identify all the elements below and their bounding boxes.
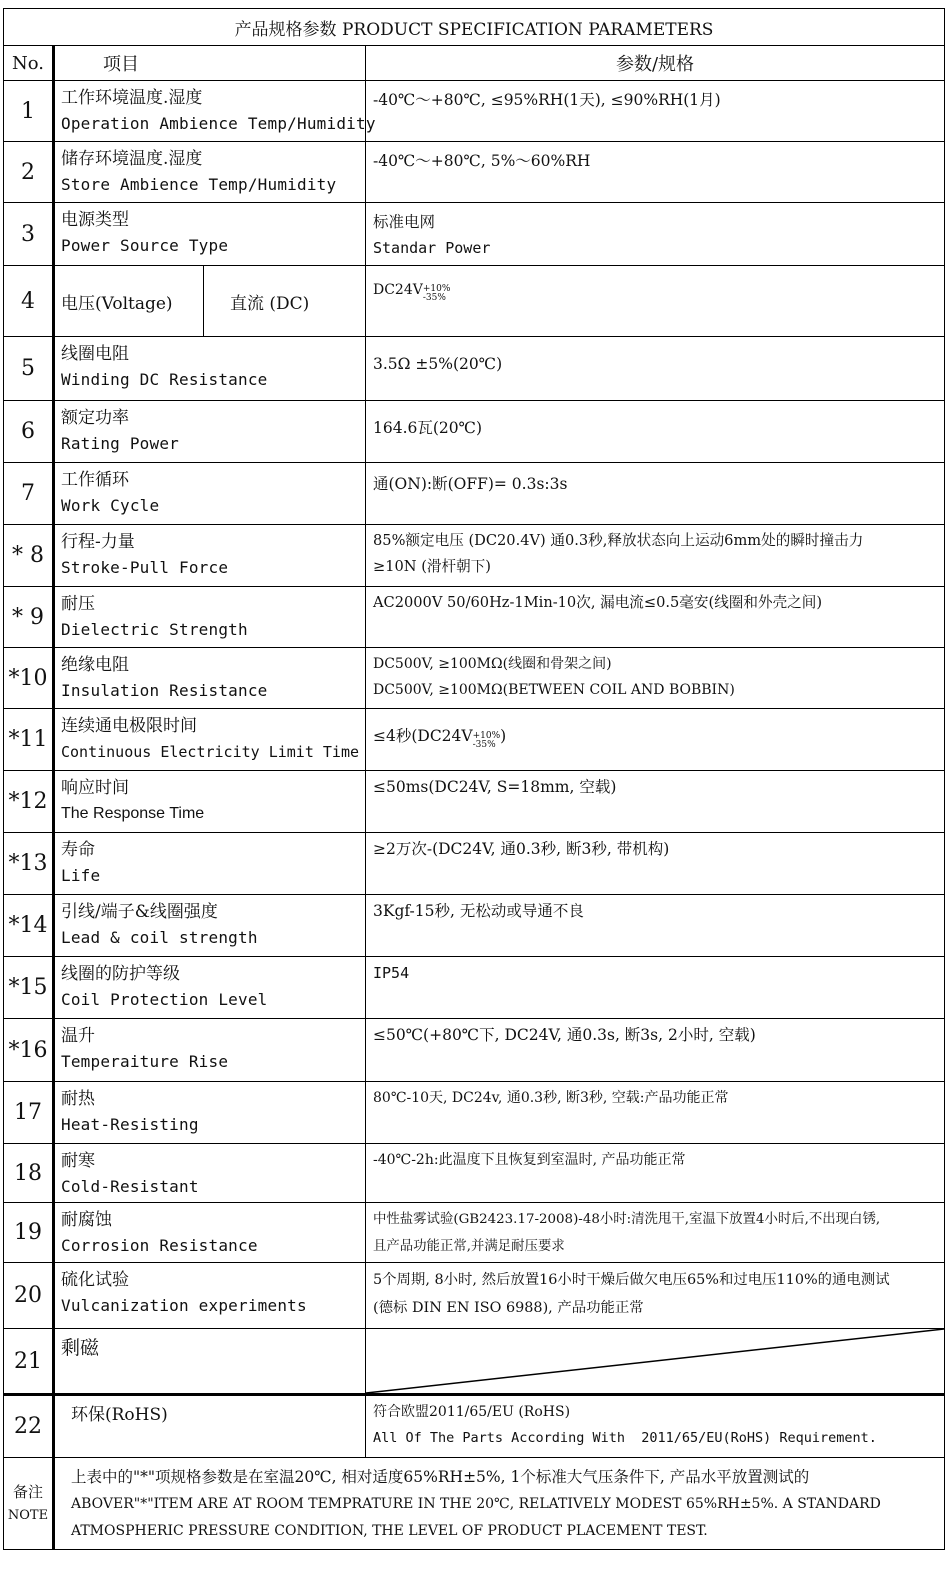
item-cell (54, 463, 366, 525)
note-line: ATMOSPHERIC PRESSURE CONDITION, THE LEVEL OF PRODUCT PLACEMENT TEST. (71, 1523, 708, 1539)
value-line: IP54 (373, 964, 410, 982)
value-line: ≤4秒(DC24V (373, 727, 473, 745)
row-number: *16 (4, 1019, 54, 1082)
row-number: *14 (4, 895, 54, 957)
value-cell (366, 957, 945, 1019)
value-line: DC24V (373, 282, 423, 298)
value-cell (366, 1395, 945, 1458)
table-row (4, 1329, 945, 1395)
value-line: 3.5Ω ±5%(20℃) (373, 355, 503, 373)
value-tail: ) (500, 727, 507, 745)
table-row (4, 1019, 945, 1082)
item-cell (54, 1263, 366, 1329)
note-line: ABOVER"*"ITEM ARE AT ROOM TEMPRATURE IN THE 20℃, RELATIVELY MODEST 65%RH±5%. A STANDARD (71, 1496, 881, 1512)
value-line: ≥10N (滑杆朝下) (373, 558, 491, 575)
item-cell (54, 81, 376, 142)
value-line: DC500V, ≥100MΩ(线圈和骨架之间) (373, 656, 612, 672)
item-cn: 行程-力量 (61, 532, 135, 552)
header-value: 参数/规格 (366, 46, 945, 81)
table-row (4, 203, 945, 266)
item-cell (54, 525, 366, 587)
item-en: Stroke-Pull Force (61, 558, 229, 577)
item-cn: 温升 (61, 1026, 95, 1046)
row-number: *13 (4, 833, 54, 895)
item-cell (54, 895, 366, 957)
item-cn: 耐热 (61, 1089, 95, 1109)
row-number: 7 (4, 463, 54, 525)
row-number: 5 (4, 337, 54, 401)
value-cell (366, 1263, 945, 1329)
value-line: ≤50ms(DC24V, S=18mm, 空载) (373, 778, 617, 796)
item-cell (54, 1395, 366, 1458)
value-line: Standar Power (373, 239, 491, 257)
item-en: Power Source Type (61, 236, 229, 255)
item-cell (54, 833, 366, 895)
value-line: 通(ON):断(OFF)= 0.3s:3s (373, 475, 568, 493)
header-no: No. (4, 46, 54, 81)
value-cell (366, 771, 945, 833)
note-line: 上表中的"*"项规格参数是在室温20℃, 相对适度65%RH±5%, 1个标准大气压条件下, 产品水平放置测试的 (71, 1468, 810, 1486)
table-row (4, 81, 945, 142)
value-line: ≥2万次-(DC24V, 通0.3秒, 断3秒, 带机构) (373, 840, 670, 858)
note-label-cn: 备注 (12, 1482, 43, 1501)
tolerance-plus: +10% (472, 731, 501, 741)
item-cell (54, 1144, 366, 1203)
spec-table (3, 8, 945, 1550)
tolerance (473, 732, 501, 750)
row-number: * 9 (4, 587, 54, 648)
tolerance-minus: -35% (472, 740, 496, 750)
item-cn: 响应时间 (61, 778, 129, 798)
value-cell (366, 203, 945, 266)
value-cell (366, 1082, 945, 1144)
value-line: All Of The Parts According With 2011/65/EU(RoHS) Requirement. (373, 1430, 877, 1446)
table-row (4, 401, 945, 463)
item-cn: 储存环境温度.湿度 (61, 149, 203, 169)
row-number: 1 (4, 81, 54, 142)
tolerance-plus: +10% (422, 284, 451, 294)
item-cn: 引线/端子&线圈强度 (61, 902, 218, 922)
value-line: AC2000V 50/60Hz-1Min-10次, 漏电流≤0.5毫安(线圈和外壳之间) (373, 594, 823, 611)
item-cn: 绝缘电阻 (61, 655, 129, 675)
row-number: *10 (4, 648, 54, 709)
item-cn: 环保(RoHS) (71, 1405, 168, 1425)
item-cn: 电压(Voltage) (54, 266, 204, 337)
item-en: Insulation Resistance (61, 681, 268, 700)
row-number: *15 (4, 957, 54, 1019)
item-cn: 剩磁 (61, 1337, 100, 1359)
table-row (4, 463, 945, 525)
value-cell (366, 81, 945, 142)
value-line: DC500V, ≥100MΩ(BETWEEN COIL AND BOBBIN) (373, 682, 735, 698)
row-number: 6 (4, 401, 54, 463)
item-cn: 耐寒 (61, 1151, 95, 1171)
row-number: 22 (4, 1395, 54, 1458)
item-cn: 耐压 (61, 594, 95, 614)
value-line: -40℃～+80℃, ≤95%RH(1天), ≤90%RH(1月) (373, 91, 721, 109)
value-cell (366, 525, 945, 587)
item-en: Coil Protection Level (61, 990, 268, 1009)
value-cell (366, 463, 945, 525)
table-row (4, 957, 945, 1019)
value-line: 3Kgf-15秒, 无松动或导通不良 (373, 902, 584, 920)
item-cn: 线圈电阻 (61, 344, 129, 364)
item-en: Store Ambience Temp/Humidity (61, 175, 337, 194)
value-cell (366, 401, 945, 463)
item-cell (54, 587, 366, 648)
value-cell (366, 142, 945, 203)
item-en: Continuous Electricity Limit Time (61, 743, 360, 761)
table-row (4, 1395, 945, 1458)
item-cell (54, 1203, 366, 1263)
value-cell-empty (366, 1329, 945, 1395)
row-number: *12 (4, 771, 54, 833)
header-item: 项目 (54, 46, 366, 81)
note-text (54, 1458, 945, 1550)
item-cell (54, 1329, 366, 1395)
row-number: 18 (4, 1144, 54, 1203)
item-en: The Response Time (61, 805, 205, 822)
item-cn: 线圈的防护等级 (61, 964, 180, 984)
item-en: Vulcanization experiments (61, 1296, 307, 1315)
table-row (4, 648, 945, 709)
item-en: Temperaiture Rise (61, 1052, 229, 1071)
item-cn: 工作环境温度.湿度 (61, 88, 203, 108)
item-cn: 硫化试验 (61, 1270, 129, 1290)
table-row (4, 771, 945, 833)
tolerance (423, 285, 451, 303)
item-en: Cold-Resistant (61, 1177, 199, 1196)
item-cn: 连续通电极限时间 (61, 716, 197, 736)
table-row (4, 895, 945, 957)
table-row (4, 337, 945, 401)
value-line: ≤50℃(+80℃下, DC24V, 通0.3s, 断3s, 2小时, 空载) (373, 1026, 756, 1044)
value-cell (366, 895, 945, 957)
row-number: 4 (4, 266, 54, 337)
value-line: 符合欧盟2011/65/EU (RoHS) (373, 1404, 571, 1420)
item-cn: 寿命 (61, 840, 95, 860)
value-line: 5个周期, 8小时, 然后放置16小时干燥后做欠电压65%和过电压110%的通电测试 (373, 1272, 890, 1288)
item-cell (54, 203, 366, 266)
item-cell (54, 1019, 366, 1082)
item-cell (54, 709, 366, 771)
item-en: Heat-Resisting (61, 1115, 199, 1134)
note-label-en: NOTE (7, 1507, 49, 1523)
value-line: 中性盐雾试验(GB2423.17-2008)-48小时:清洗甩干,室温下放置4小时后,不出现白锈, (373, 1212, 881, 1227)
item-sub: 直流 (DC) (204, 266, 366, 337)
table-row (4, 587, 945, 648)
value-cell (366, 709, 945, 771)
item-en: Rating Power (61, 434, 179, 453)
item-cn: 工作循环 (61, 470, 129, 490)
value-cell (366, 1203, 945, 1263)
table-title: 产品规格参数 PRODUCT SPECIFICATION PARAMETERS (4, 9, 945, 46)
table-row (4, 833, 945, 895)
item-cell (54, 142, 366, 203)
row-number: 3 (4, 203, 54, 266)
row-number: 17 (4, 1082, 54, 1144)
value-line: -40℃～+80℃, 5%～60%RH (373, 152, 591, 170)
value-cell (366, 1144, 945, 1203)
row-number: 20 (4, 1263, 54, 1329)
note-label (4, 1458, 54, 1550)
tolerance-minus: -35% (422, 293, 446, 303)
value-cell (366, 648, 945, 709)
table-row (4, 709, 945, 771)
item-en: Corrosion Resistance (61, 1236, 258, 1255)
diagonal-slash (366, 1329, 944, 1393)
row-number: *11 (4, 709, 54, 771)
row-number: 21 (4, 1329, 54, 1395)
value-line: 164.6瓦(20℃) (373, 419, 483, 437)
row-number: 19 (4, 1203, 54, 1263)
value-cell (366, 337, 945, 401)
value-line: (德标 DIN EN ISO 6988), 产品功能正常 (373, 1300, 644, 1316)
item-en: Dielectric Strength (61, 620, 248, 639)
item-cell (54, 401, 366, 463)
item-cell (54, 957, 366, 1019)
item-en: Work Cycle (61, 496, 160, 515)
row-number: * 8 (4, 525, 54, 587)
item-cn: 耐腐蚀 (61, 1210, 112, 1230)
value-line: 80℃-10天, DC24v, 通0.3秒, 断3秒, 空载:产品功能正常 (373, 1090, 729, 1106)
value-line: 且产品功能正常,并满足耐压要求 (373, 1239, 565, 1254)
value-line: 85%额定电压 (DC20.4V) 通0.3秒,释放状态向上运动6mm处的瞬时撞击力 (373, 532, 864, 549)
table-row (4, 1082, 945, 1144)
row-number: 2 (4, 142, 54, 203)
item-cell (54, 337, 366, 401)
value-line: -40℃-2h:此温度下且恢复到室温时, 产品功能正常 (373, 1152, 686, 1168)
item-en: Winding DC Resistance (61, 370, 268, 389)
table-row (4, 1203, 945, 1263)
note-row (4, 1458, 945, 1550)
item-cell (54, 771, 366, 833)
value-cell (366, 833, 945, 895)
item-cell (54, 648, 366, 709)
item-en: Lead & coil strength (61, 928, 258, 947)
value-line: 标准电网 (373, 213, 436, 231)
value-cell (366, 266, 945, 337)
item-cn: 额定功率 (61, 408, 129, 428)
table-row (4, 1144, 945, 1203)
table-row (4, 1263, 945, 1329)
item-cn: 电源类型 (61, 210, 129, 230)
item-cell (54, 1082, 366, 1144)
item-en: Operation Ambience Temp/Humidity (61, 114, 376, 133)
value-cell (366, 587, 945, 648)
table-row (4, 142, 945, 203)
table-row (4, 266, 945, 337)
table-row (4, 525, 945, 587)
spec-sheet (3, 8, 944, 1550)
item-en: Life (61, 866, 101, 885)
value-cell (366, 1019, 945, 1082)
